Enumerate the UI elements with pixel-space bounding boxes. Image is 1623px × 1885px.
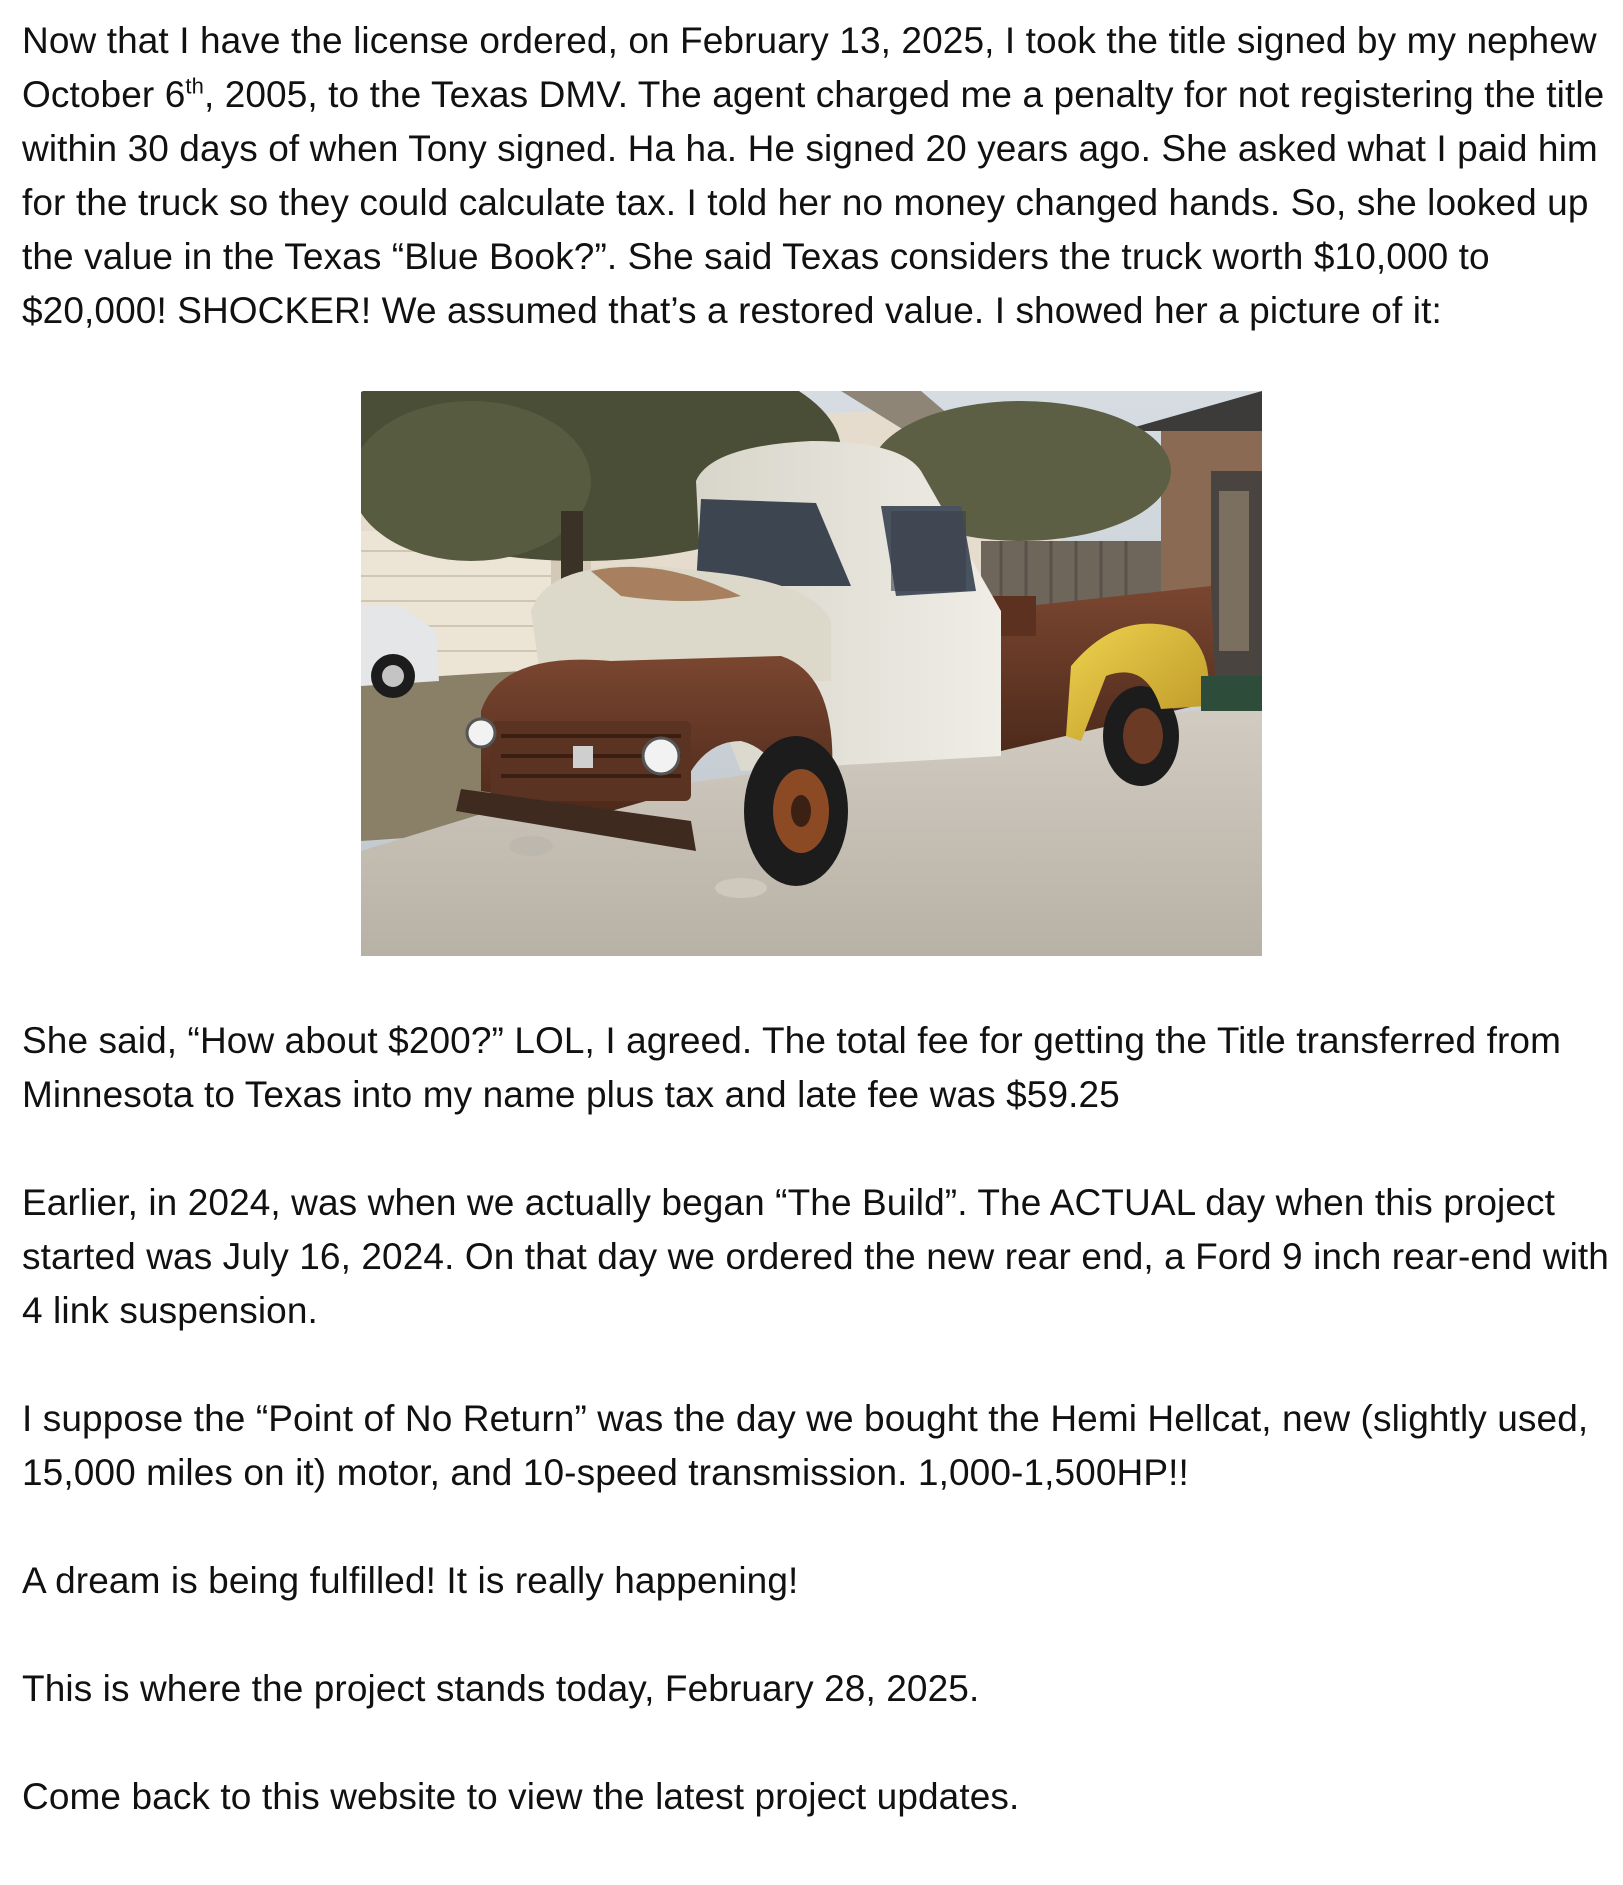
come-back-paragraph: Come back to this website to view the latest project updates.: [22, 1776, 1020, 1817]
paragraph-spacer: [22, 1716, 1612, 1770]
intro-section: [22, 14, 1607, 338]
intro-paragraph: [22, 14, 1607, 338]
intro-text-end: , 2005, to the Texas DMV. The agent charged me a penalty for not registering the title within 30 days of when Tony signed. Ha ha. He signed 20 years ago. She asked what I paid him for the truck so they could calculate tax. I told her no money changed hands. So, she looked up the value in the Texas “Blue Book?”. She said Texas considers the truck worth $10,000 to $20,000! SHOCKER! We assumed that’s a restored value. I showed her a picture of it:: [22, 74, 1605, 331]
lower-section: [22, 1014, 1612, 1824]
price-paragraph: She said, “How about $200?” LOL, I agreed. The total fee for getting the Title transferred from Minnesota to Texas into my name plus tax and late fee was $59.25: [22, 1020, 1562, 1115]
dream-paragraph: A dream is being fulfilled! It is really happening!: [22, 1560, 799, 1601]
paragraph-spacer: [22, 1122, 1612, 1176]
status-date-paragraph: This is where the project stands today, February 28, 2025.: [22, 1668, 980, 1709]
build-start-paragraph: Earlier, in 2024, was when we actually began “The Build”. The ACTUAL day when this project started was July 16, 2024. On that day we ordered the new rear end, a Ford 9 inch rear-end with 4 link suspension.: [22, 1182, 1609, 1331]
paragraph-spacer: [22, 1338, 1612, 1392]
truck-photo-illustration: [361, 391, 1262, 956]
ordinal-suffix: th: [185, 73, 204, 99]
hellcat-paragraph: I suppose the “Point of No Return” was the day we bought the Hemi Hellcat, new (slightly used, 15,000 miles on it) motor, and 10-speed transmission. 1,000-1,500HP!!: [22, 1398, 1589, 1493]
paragraph-spacer: [22, 1500, 1612, 1554]
truck-photo: [361, 391, 1262, 956]
paragraph-spacer: [22, 1608, 1612, 1662]
intro-text-start: Now that I have the license ordered, on February 13, 2025, I took the title signed by my nephew October 6: [22, 20, 1597, 115]
